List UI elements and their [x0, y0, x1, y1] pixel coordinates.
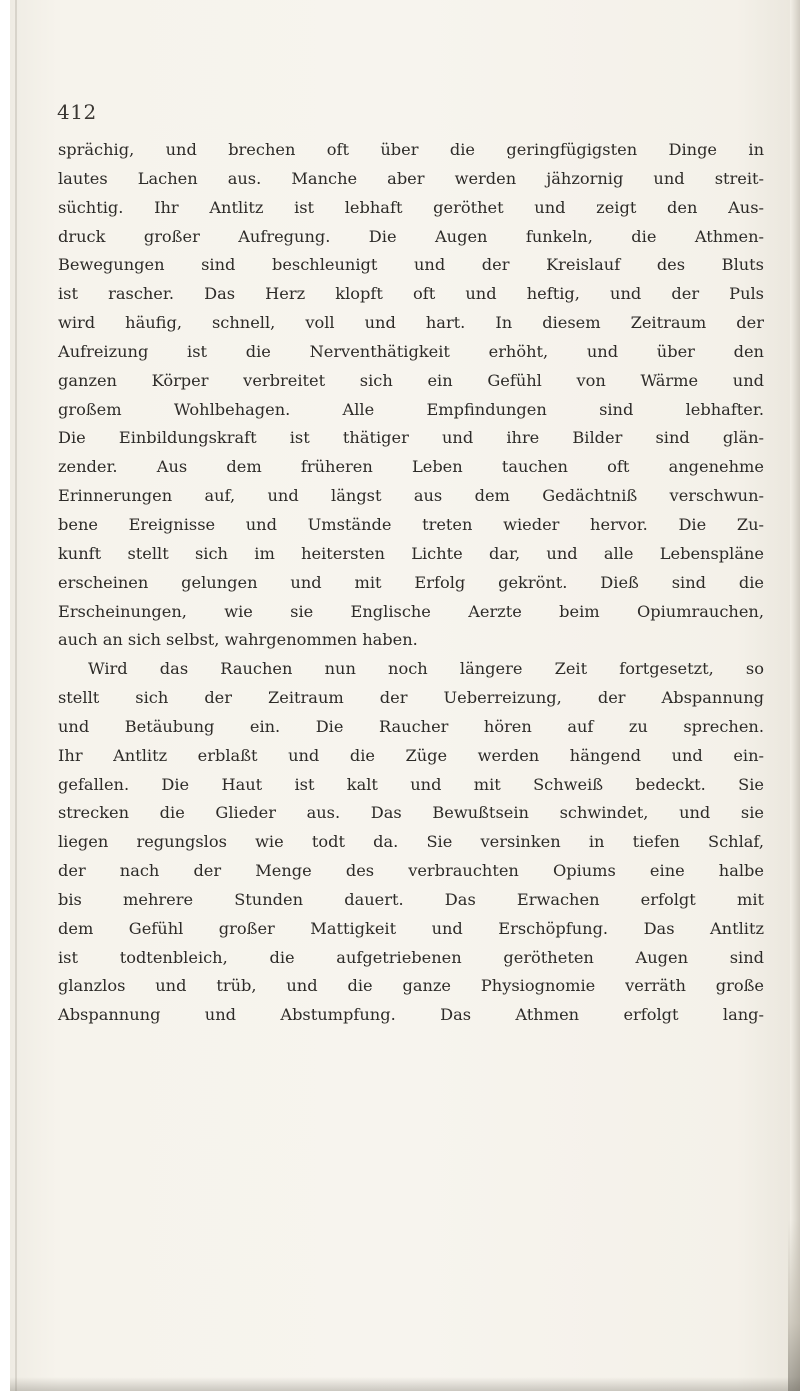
text-line: Die Einbildungskraft ist thätiger und ihre Bilder sind glän- — [58, 428, 764, 448]
text-line: zender. Aus dem früheren Leben tauchen oft angenehme — [58, 457, 764, 477]
text-line: erscheinen gelungen und mit Erfolg gekrönt. Dieß sind die — [58, 572, 764, 592]
text-line: auch an sich selbst, wahrgenommen haben. — [58, 630, 418, 650]
text-line: druck großer Aufregung. Die Augen funkeln, die Athmen- — [58, 226, 764, 246]
text-line: ist todtenbleich, die aufgetriebenen gerötheten Augen sind — [58, 947, 764, 967]
text-line: süchtig. Ihr Antlitz ist lebhaft geröthet und zeigt den Aus- — [58, 197, 764, 217]
page-gutter — [15, 0, 17, 1391]
text-line: lautes Lachen aus. Manche aber werden jähzornig und streit- — [58, 168, 764, 188]
text-line: großem Wohlbehagen. Alle Empfindungen sind lebhafter. — [58, 399, 764, 419]
text-line: Erinnerungen auf, und längst aus dem Gedächtniß verschwun- — [58, 486, 764, 506]
text-line: stellt sich der Zeitraum der Ueberreizung, der Abspannung — [58, 688, 764, 708]
text-line: Wird das Rauchen nun noch längere Zeit fortgesetzt, so — [88, 659, 764, 679]
text-line: kunft stellt sich im heitersten Lichte dar, und alle Lebenspläne — [58, 543, 764, 563]
text-line: sprächig, und brechen oft über die geringfügigsten Dinge in — [58, 140, 764, 159]
text-line: wird häufig, schnell, voll und hart. In diesem Zeitraum der — [58, 313, 764, 333]
text-line: der nach der Menge des verbrauchten Opiums eine halbe — [58, 861, 764, 881]
text-line: dem Gefühl großer Mattigkeit und Erschöpfung. Das Antlitz — [58, 918, 764, 938]
text-line: Erscheinungen, wie sie Englische Aerzte beim Opiumrauchen, — [58, 601, 764, 621]
body-text — [58, 136, 764, 1030]
text-line: bis mehrere Stunden dauert. Das Erwachen erfolgt mit — [58, 889, 764, 909]
page-edge-shadow — [788, 1220, 800, 1391]
page-bottom-shadow — [10, 1377, 800, 1391]
text-line: und Betäubung ein. Die Raucher hören auf zu sprechen. — [58, 716, 764, 736]
text-line: ganzen Körper verbreitet sich ein Gefühl von Wärme und — [58, 370, 764, 390]
text-line: gefallen. Die Haut ist kalt und mit Schweiß bedeckt. Sie — [58, 774, 764, 794]
text-line: glanzlos und trüb, und die ganze Physiognomie verräth große — [58, 976, 764, 996]
text-line: Aufreizung ist die Nerventhätigkeit erhöht, und über den — [58, 341, 764, 361]
text-line: strecken die Glieder aus. Das Bewußtsein schwindet, und sie — [58, 803, 764, 823]
text-line: ist rascher. Das Herz klopft oft und heftig, und der Puls — [58, 284, 764, 304]
text-line: Bewegungen sind beschleunigt und der Kreislauf des Bluts — [58, 255, 764, 275]
page-right-edge — [790, 0, 800, 1391]
text-line: Ihr Antlitz erblaßt und die Züge werden hängend und ein- — [58, 745, 764, 765]
text-line: Abspannung und Abstumpfung. Das Athmen erfolgt lang- — [58, 1005, 764, 1025]
text-line: bene Ereignisse und Umstände treten wieder hervor. Die Zu- — [58, 514, 764, 534]
page-number: 412 — [57, 100, 97, 124]
text-line: liegen regungslos wie todt da. Sie versinken in tiefen Schlaf, — [58, 832, 764, 852]
